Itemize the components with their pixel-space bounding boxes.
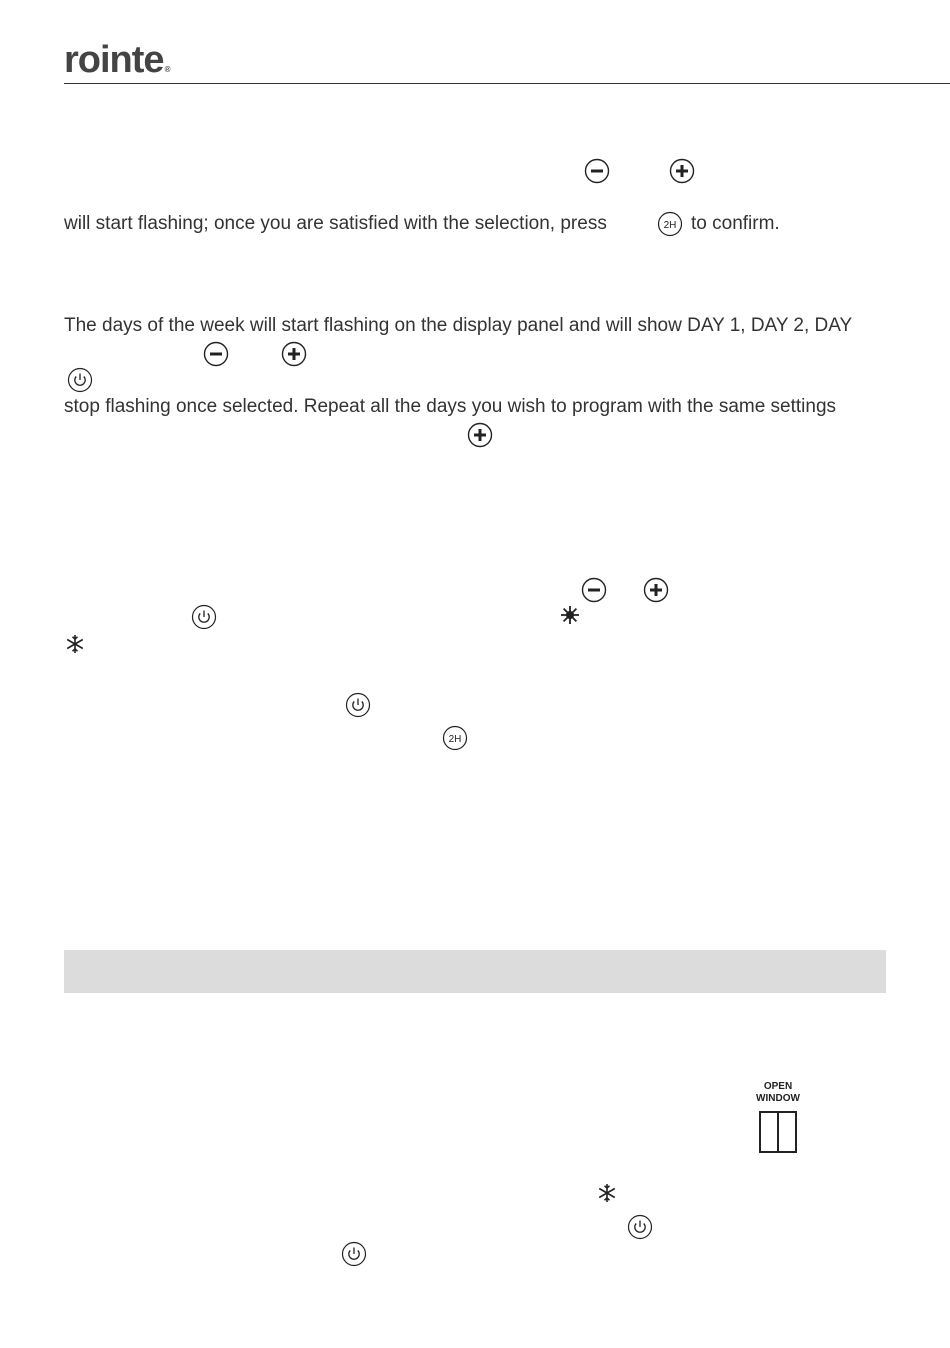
minus-circle-icon bbox=[203, 341, 229, 367]
logo-text: rointe bbox=[64, 39, 164, 81]
paragraph-2-line-2: stop flashing once selected. Repeat all the days you wish to program with the same settings bbox=[64, 396, 837, 417]
paragraph-1-line-1: will start flashing; once you are satisfied with the selection, press bbox=[64, 213, 607, 234]
snowflake-icon bbox=[597, 1183, 617, 1203]
open-window-divider bbox=[777, 1113, 779, 1151]
power-icon bbox=[341, 1241, 367, 1267]
two-hour-button-icon bbox=[442, 725, 468, 751]
power-icon bbox=[67, 367, 93, 393]
snowflake-icon bbox=[65, 634, 85, 654]
paragraph-1-line-1-end: to confirm. bbox=[691, 213, 780, 234]
plus-circle-icon bbox=[669, 158, 695, 184]
paragraph-2-line-1: The days of the week will start flashing on the display panel and will show DAY 1, DAY 2, DAY bbox=[64, 315, 853, 336]
plus-circle-icon bbox=[643, 577, 669, 603]
two-hour-button-icon bbox=[657, 211, 683, 237]
sun-icon bbox=[560, 605, 580, 625]
power-icon bbox=[627, 1214, 653, 1240]
open-window-label-line-2: WINDOW bbox=[756, 1093, 800, 1104]
header-divider bbox=[64, 83, 950, 84]
moon-icon bbox=[641, 606, 655, 624]
moon-icon bbox=[628, 187, 642, 205]
power-icon bbox=[191, 604, 217, 630]
logo-registered-mark: ® bbox=[164, 65, 170, 74]
moon-icon bbox=[226, 161, 240, 179]
open-window-icon bbox=[759, 1111, 797, 1153]
open-window-label bbox=[745, 1081, 811, 1105]
power-icon bbox=[345, 692, 371, 718]
svg-text:2H: 2H bbox=[448, 734, 462, 745]
minus-circle-icon bbox=[584, 158, 610, 184]
open-window-label-line-1: OPEN bbox=[763, 1081, 793, 1092]
minus-circle-icon bbox=[581, 577, 607, 603]
plus-circle-icon bbox=[467, 422, 493, 448]
section-header-bar bbox=[64, 950, 886, 993]
svg-text:2H: 2H bbox=[663, 220, 677, 231]
plus-circle-icon bbox=[281, 341, 307, 367]
